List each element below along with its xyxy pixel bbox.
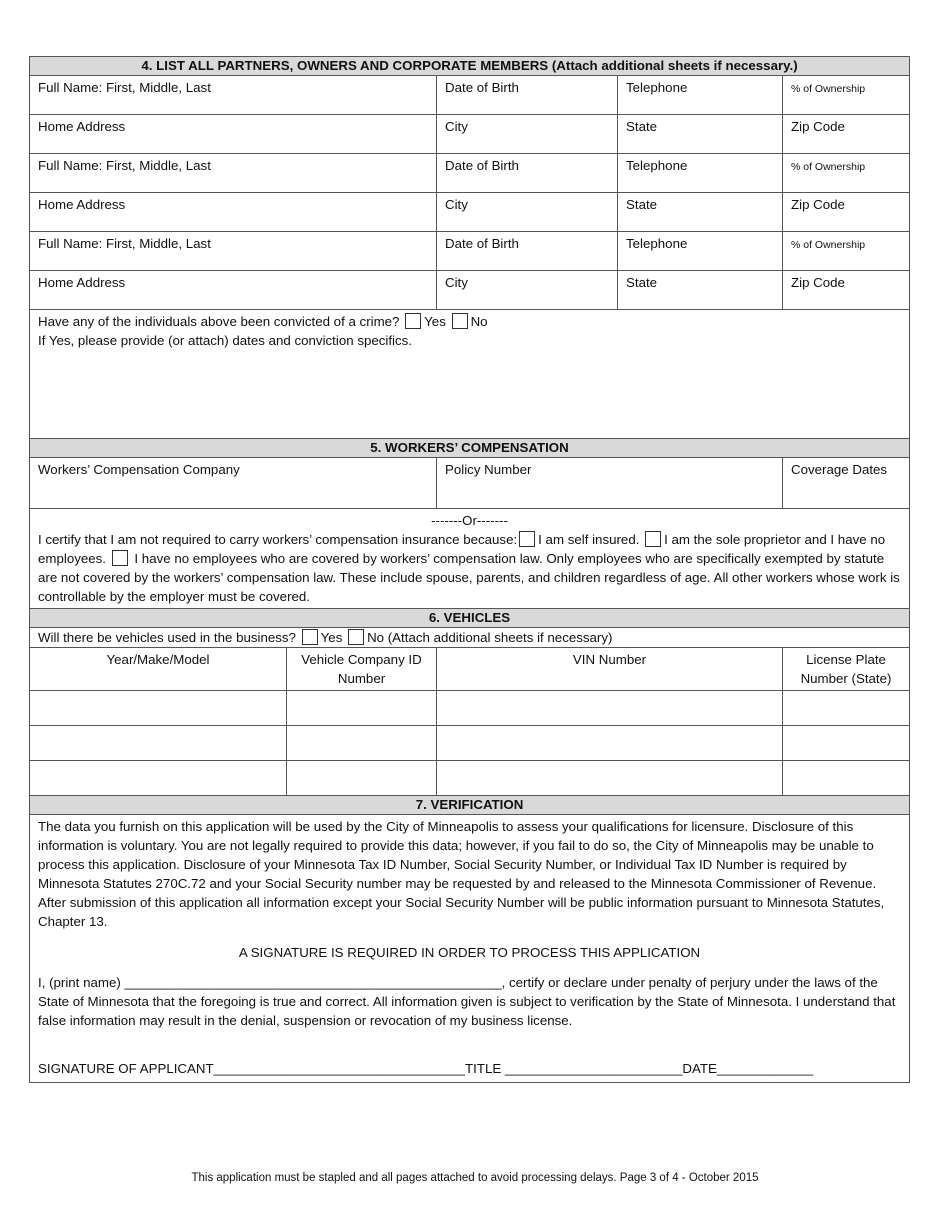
application-form-page xyxy=(29,56,909,1083)
vehicle3-plate-field[interactable] xyxy=(783,761,910,796)
col-vehicle-id: Vehicle Company ID Number xyxy=(287,648,437,691)
owner3-state-field[interactable]: State xyxy=(618,271,783,310)
vehicles-yes-label: Yes xyxy=(320,630,343,645)
owner1-full-name-field[interactable]: Full Name: First, Middle, Last xyxy=(30,76,437,115)
owner2-telephone-field[interactable]: Telephone xyxy=(618,154,783,193)
vehicle2-ymm-field[interactable] xyxy=(30,726,287,761)
owner3-telephone-field[interactable]: Telephone xyxy=(618,232,783,271)
section5-header: 5. WORKERS’ COMPENSATION xyxy=(30,439,910,458)
verification-block xyxy=(30,815,910,1083)
self-insured-checkbox[interactable] xyxy=(519,531,535,547)
owner1-zip-field[interactable]: Zip Code xyxy=(783,115,910,154)
or-divider: -------Or------- xyxy=(431,513,508,528)
vehicle1-vin-field[interactable] xyxy=(437,691,783,726)
vehicle3-id-field[interactable] xyxy=(287,761,437,796)
vehicle2-plate-field[interactable] xyxy=(783,726,910,761)
owner1-ownership-field[interactable]: % of Ownership xyxy=(783,76,910,115)
self-insured-label: I am self insured. xyxy=(538,532,640,547)
vehicles-yes-checkbox[interactable] xyxy=(302,629,318,645)
signature-required-notice: A SIGNATURE IS REQUIRED IN ORDER TO PROCESS THIS APPLICATION xyxy=(238,945,701,960)
crime-yes-label: Yes xyxy=(424,314,446,329)
section6-header: 6. VEHICLES xyxy=(30,609,910,628)
wc-policy-field[interactable]: Policy Number xyxy=(437,458,783,509)
crime-no-checkbox[interactable] xyxy=(452,313,468,329)
form-table xyxy=(29,56,910,1083)
section4-header: 4. LIST ALL PARTNERS, OWNERS AND CORPORATE MEMBERS (Attach additional sheets if necessary.) xyxy=(30,57,910,76)
no-covered-employees-checkbox[interactable] xyxy=(112,550,128,566)
crime-no-label: No xyxy=(470,314,488,329)
owner1-city-field[interactable]: City xyxy=(437,115,618,154)
crime-yes-checkbox[interactable] xyxy=(405,313,421,329)
owner3-dob-field[interactable]: Date of Birth xyxy=(437,232,618,271)
vehicle1-ymm-field[interactable] xyxy=(30,691,287,726)
disclosure-paragraph: The data you furnish on this application will be used by the City of Minneapolis to assess your qualifications for licensure. Disclosure of this information is voluntary. You are not legally required to provide this data; however, if you fail to do so, the City of Minneapolis may be unable to process this application. Disclosure of your Minnesota Tax ID Number, Social Security Number, or Individual Tax ID Number is required by Minnesota Statutes 270C.72 and your Social Security number may be requested by and released to the Minnesota Commissioner of Revenue. After submission of this application all information except your Social Security Number will be public information pursuant to Minnesota Statutes, Chapter 13. xyxy=(38,819,885,929)
owner3-zip-field[interactable]: Zip Code xyxy=(783,271,910,310)
wc-cert-explanation: Only employees who are specifically exempted by statute are not covered by the workers’ compensation law. These include spouse, parents, and children regardless of age. All other workers whose work is controllable by the employer must be covered. xyxy=(38,551,900,604)
no-covered-employees-label: I have no employees who are covered by workers’ compensation law. xyxy=(134,551,543,566)
vehicle1-plate-field[interactable] xyxy=(783,691,910,726)
owner1-telephone-field[interactable]: Telephone xyxy=(618,76,783,115)
vehicles-no-label: No (Attach additional sheets if necessary) xyxy=(367,630,613,645)
vehicle1-id-field[interactable] xyxy=(287,691,437,726)
col-vin: VIN Number xyxy=(437,648,783,691)
owner1-state-field[interactable]: State xyxy=(618,115,783,154)
wc-coverage-field[interactable]: Coverage Dates xyxy=(783,458,910,509)
sole-proprietor-label: I am the sole proprietor and I have no employees. xyxy=(38,532,886,566)
owner2-dob-field[interactable]: Date of Birth xyxy=(437,154,618,193)
owner1-dob-field[interactable]: Date of Birth xyxy=(437,76,618,115)
owner1-home-address-field[interactable]: Home Address xyxy=(30,115,437,154)
vehicles-question-text: Will there be vehicles used in the business? xyxy=(38,630,296,645)
owner3-home-address-field[interactable]: Home Address xyxy=(30,271,437,310)
vehicle3-vin-field[interactable] xyxy=(437,761,783,796)
col-year-make-model: Year/Make/Model xyxy=(30,648,287,691)
wc-certification-block xyxy=(30,509,910,609)
owner2-state-field[interactable]: State xyxy=(618,193,783,232)
owner3-city-field[interactable]: City xyxy=(437,271,618,310)
owner2-city-field[interactable]: City xyxy=(437,193,618,232)
vehicle2-id-field[interactable] xyxy=(287,726,437,761)
vehicles-no-checkbox[interactable] xyxy=(348,629,364,645)
owner3-ownership-field[interactable]: % of Ownership xyxy=(783,232,910,271)
wc-cert-intro: I certify that I am not required to carry workers’ compensation insurance because: xyxy=(38,532,518,547)
owner2-ownership-field[interactable]: % of Ownership xyxy=(783,154,910,193)
signature-line[interactable]: SIGNATURE OF APPLICANT__________________________________TITLE ________________________DATE_____________ xyxy=(38,1061,814,1076)
certification-paragraph[interactable]: I, (print name) ___________________________________________________, certify or declare under penalty of perjury under the laws of the State of Minnesota that the foregoing is true and correct. All information given is subject to verification by the State of Minnesota. I understand that false information may result in the denial, suspension or revocation of my business license. xyxy=(38,975,896,1028)
owner2-home-address-field[interactable]: Home Address xyxy=(30,193,437,232)
wc-company-field[interactable]: Workers’ Compensation Company xyxy=(30,458,437,509)
vehicle3-ymm-field[interactable] xyxy=(30,761,287,796)
crime-question-text: Have any of the individuals above been convicted of a crime? xyxy=(38,314,400,329)
crime-question-block[interactable] xyxy=(30,310,910,439)
page-footer: This application must be stapled and all pages attached to avoid processing delays. Page 3 of 4 - October 2015 xyxy=(191,1172,759,1184)
sole-proprietor-checkbox[interactable] xyxy=(645,531,661,547)
col-license-plate: License Plate Number (State) xyxy=(783,648,910,691)
owner3-full-name-field[interactable]: Full Name: First, Middle, Last xyxy=(30,232,437,271)
owner2-full-name-field[interactable]: Full Name: First, Middle, Last xyxy=(30,154,437,193)
crime-details-text: If Yes, please provide (or attach) dates and conviction specifics. xyxy=(38,333,413,348)
section7-header: 7. VERIFICATION xyxy=(30,796,910,815)
owner2-zip-field[interactable]: Zip Code xyxy=(783,193,910,232)
vehicles-question-row xyxy=(30,628,910,648)
vehicle2-vin-field[interactable] xyxy=(437,726,783,761)
